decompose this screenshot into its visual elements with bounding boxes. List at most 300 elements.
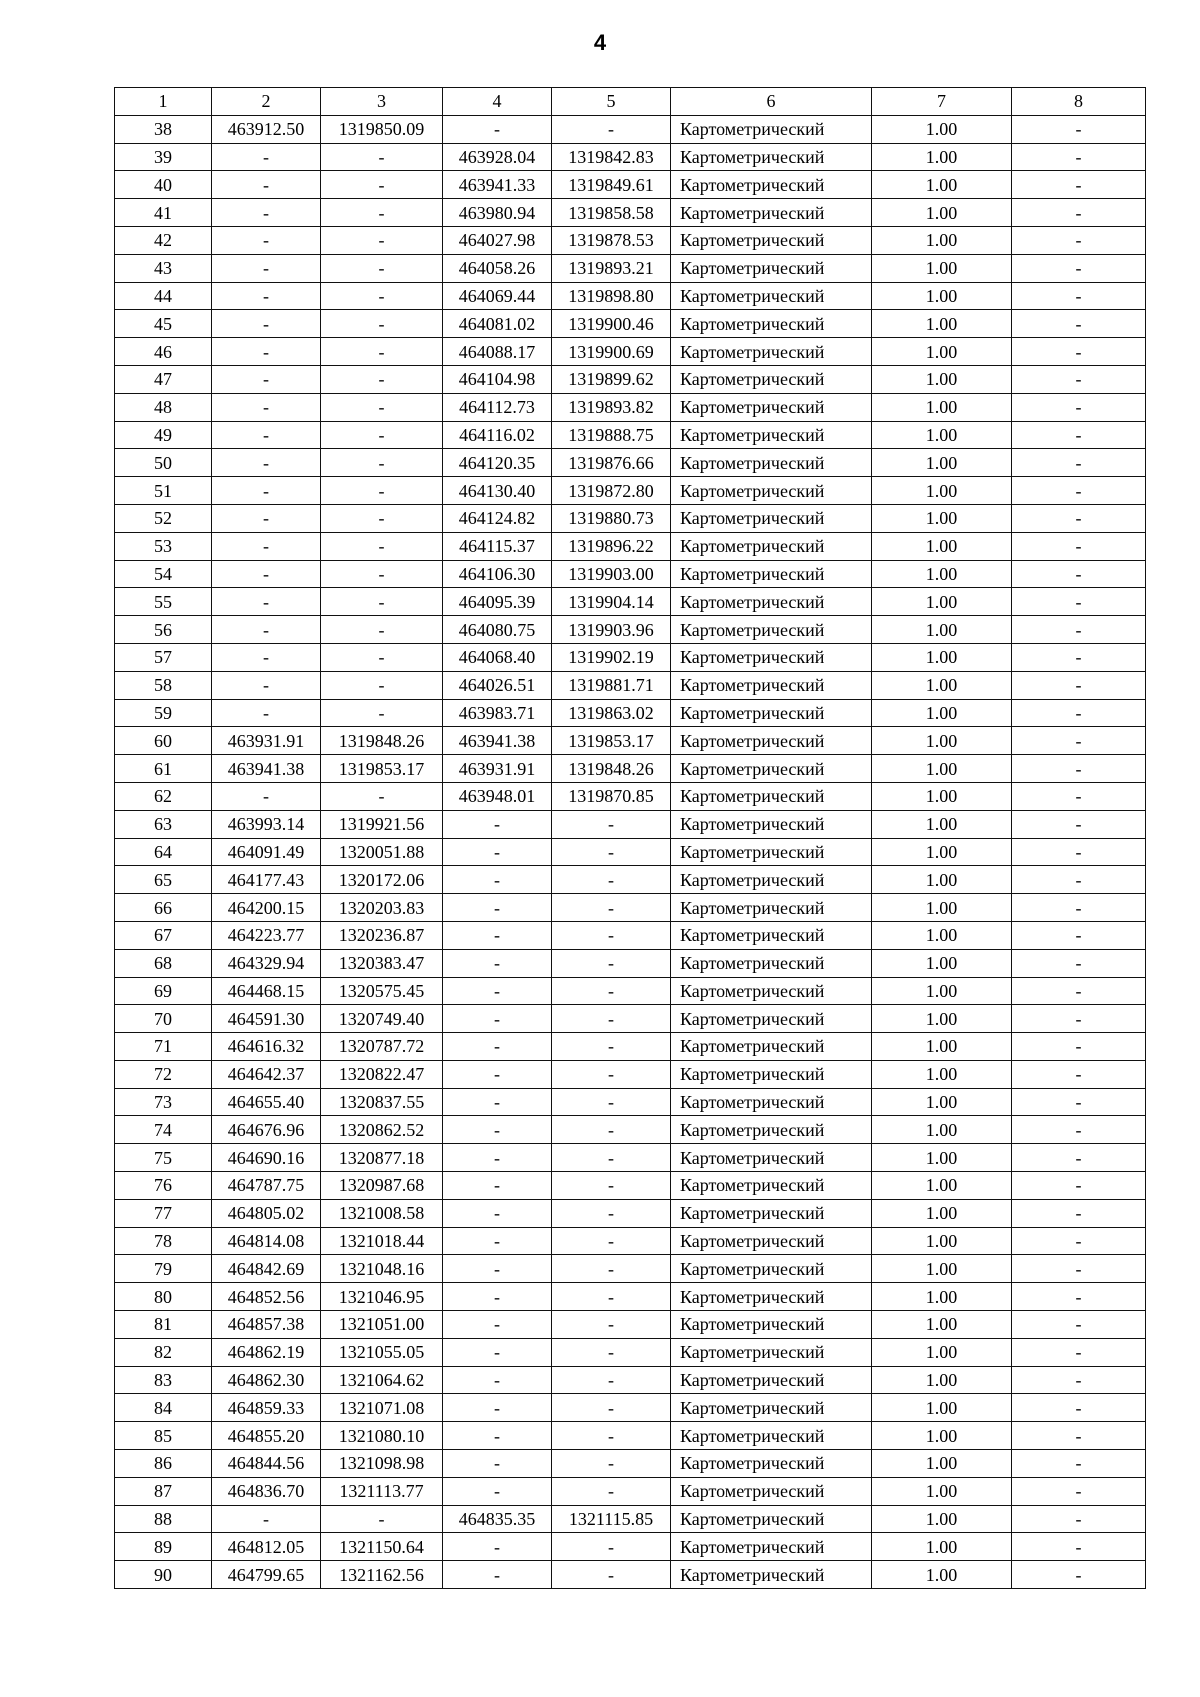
table-cell: - [1012,477,1146,505]
table-cell: 464862.30 [212,1366,321,1394]
table-cell: 464116.02 [443,421,552,449]
table-cell: - [1012,1227,1146,1255]
table-cell: Картометрический [671,143,872,171]
table-cell: - [321,532,443,560]
column-header: 4 [443,88,552,116]
table-cell: - [552,1422,671,1450]
table-cell: - [552,810,671,838]
table-cell: 1320172.06 [321,866,443,894]
table-cell: 83 [115,1366,212,1394]
table-row [115,1227,1146,1255]
table-cell: - [443,1450,552,1478]
table-cell: - [552,1283,671,1311]
table-cell: - [552,1561,671,1589]
table-cell: Картометрический [671,1533,872,1561]
table-cell: Картометрический [671,1422,872,1450]
table-cell: 1321046.95 [321,1283,443,1311]
table-cell: 65 [115,866,212,894]
table-cell: 1.00 [872,1422,1012,1450]
table-cell: Картометрический [671,560,872,588]
table-row [115,671,1146,699]
table-cell: - [212,616,321,644]
table-cell: - [1012,1394,1146,1422]
table-cell: Картометрический [671,171,872,199]
table-cell: Картометрический [671,449,872,477]
table-cell: 463941.33 [443,171,552,199]
table-cell: Картометрический [671,1144,872,1172]
table-cell: - [212,477,321,505]
table-cell: - [1012,977,1146,1005]
table-cell: 1321113.77 [321,1477,443,1505]
table-cell: - [212,782,321,810]
table-cell: 81 [115,1311,212,1339]
table-cell: - [552,1338,671,1366]
table-cell: 464859.33 [212,1394,321,1422]
table-cell: - [212,421,321,449]
table-cell: 1.00 [872,921,1012,949]
table-cell: 464855.20 [212,1422,321,1450]
table-row [115,643,1146,671]
table-cell: 1320203.83 [321,894,443,922]
table-cell: Картометрический [671,1477,872,1505]
table-cell: 464120.35 [443,449,552,477]
table-cell: 61 [115,755,212,783]
table-cell: Картометрический [671,1450,872,1478]
table-cell: - [1012,1311,1146,1339]
table-cell: - [443,866,552,894]
table-cell: 1319850.09 [321,115,443,143]
table-cell: 53 [115,532,212,560]
table-cell: Картометрический [671,838,872,866]
table-cell: - [552,866,671,894]
table-cell: - [1012,1505,1146,1533]
table-cell: 1.00 [872,338,1012,366]
table-cell: Картометрический [671,504,872,532]
table-cell: 1321071.08 [321,1394,443,1422]
table-cell: 464799.65 [212,1561,321,1589]
table-cell: - [1012,1422,1146,1450]
table-cell: - [552,1533,671,1561]
table-cell: - [552,1366,671,1394]
table-cell: - [552,921,671,949]
table-cell: 75 [115,1144,212,1172]
table-row [115,1116,1146,1144]
table-cell: - [212,282,321,310]
table-row [115,866,1146,894]
table-cell: - [321,143,443,171]
table-cell: 85 [115,1422,212,1450]
table-cell: - [321,226,443,254]
table-cell: 1321064.62 [321,1366,443,1394]
table-cell: - [321,477,443,505]
table-cell: - [1012,143,1146,171]
table-cell: - [212,643,321,671]
table-cell: 1321048.16 [321,1255,443,1283]
table-cell: 1.00 [872,1561,1012,1589]
table-cell: 1321162.56 [321,1561,443,1589]
table-cell: - [552,1255,671,1283]
table-cell: Картометрический [671,1366,872,1394]
table-cell: 463931.91 [443,755,552,783]
table-cell: - [321,365,443,393]
table-cell: - [212,671,321,699]
table-cell: 79 [115,1255,212,1283]
table-cell: 464026.51 [443,671,552,699]
table-cell: 464106.30 [443,560,552,588]
table-cell: - [212,449,321,477]
table-cell: - [1012,449,1146,477]
table-row [115,1533,1146,1561]
table-cell: - [443,1533,552,1561]
table-cell: 464591.30 [212,1005,321,1033]
table-cell: 1.00 [872,1033,1012,1061]
table-cell: 1319903.96 [552,616,671,644]
table-cell: 1.00 [872,226,1012,254]
table-cell: - [1012,949,1146,977]
table-cell: 1.00 [872,1533,1012,1561]
table-cell: Картометрический [671,1033,872,1061]
table-row [115,921,1146,949]
table-cell: 1.00 [872,1227,1012,1255]
table-row [115,393,1146,421]
table-cell: 1320236.87 [321,921,443,949]
table-cell: 1320383.47 [321,949,443,977]
table-cell: Картометрический [671,365,872,393]
table-cell: 464468.15 [212,977,321,1005]
table-cell: - [552,1172,671,1200]
table-cell: 1320051.88 [321,838,443,866]
table-cell: 1.00 [872,588,1012,616]
table-cell: 1319848.26 [552,755,671,783]
table-cell: 42 [115,226,212,254]
table-row [115,838,1146,866]
table-cell: 40 [115,171,212,199]
table-cell: - [321,560,443,588]
table-cell: Картометрический [671,1505,872,1533]
table-cell: 69 [115,977,212,1005]
table-cell: 1.00 [872,282,1012,310]
table-cell: 1319902.19 [552,643,671,671]
table-cell: - [443,1005,552,1033]
table-cell: Картометрический [671,588,872,616]
column-header: 7 [872,88,1012,116]
table-cell: 1.00 [872,1060,1012,1088]
table-cell: 47 [115,365,212,393]
table-cell: 1321115.85 [552,1505,671,1533]
table-cell: 45 [115,310,212,338]
table-cell: 54 [115,560,212,588]
table-cell: - [1012,810,1146,838]
table-cell: 464068.40 [443,643,552,671]
table-cell: 1320837.55 [321,1088,443,1116]
table-cell: 1.00 [872,755,1012,783]
table-cell: 1320822.47 [321,1060,443,1088]
table-row [115,588,1146,616]
table-cell: 1.00 [872,115,1012,143]
table-row [115,1505,1146,1533]
table-cell: 1.00 [872,560,1012,588]
table-cell: 1319881.71 [552,671,671,699]
table-cell: - [1012,393,1146,421]
table-cell: 1319903.00 [552,560,671,588]
table-cell: - [321,782,443,810]
table-cell: 39 [115,143,212,171]
table-cell: Картометрический [671,1394,872,1422]
table-row [115,1394,1146,1422]
table-cell: - [443,1199,552,1227]
table-cell: - [321,643,443,671]
table-cell: - [552,1450,671,1478]
table-cell: 1.00 [872,199,1012,227]
table-cell: Картометрический [671,1005,872,1033]
table-cell: 1319898.80 [552,282,671,310]
table-cell: 84 [115,1394,212,1422]
table-cell: 1319899.62 [552,365,671,393]
table-row [115,560,1146,588]
table-row [115,143,1146,171]
table-cell: 49 [115,421,212,449]
table-cell: - [212,226,321,254]
table-cell: - [212,171,321,199]
table-cell: 86 [115,1450,212,1478]
table-cell: - [1012,755,1146,783]
table-cell: 1.00 [872,1199,1012,1227]
table-cell: 1.00 [872,449,1012,477]
table-cell: - [443,1255,552,1283]
table-cell: 464124.82 [443,504,552,532]
table-cell: - [552,115,671,143]
table-cell: Картометрический [671,199,872,227]
table-cell: 1.00 [872,254,1012,282]
table-cell: Картометрический [671,532,872,560]
table-cell: - [552,1477,671,1505]
table-cell: 464329.94 [212,949,321,977]
table-cell: - [1012,1366,1146,1394]
table-cell: 76 [115,1172,212,1200]
table-cell: - [1012,866,1146,894]
table-cell: - [443,1477,552,1505]
table-cell: - [1012,365,1146,393]
table-body [115,115,1146,1588]
table-cell: - [321,449,443,477]
table-cell: - [443,1394,552,1422]
table-cell: - [321,282,443,310]
table-cell: Картометрический [671,949,872,977]
table-cell: 77 [115,1199,212,1227]
table-cell: 71 [115,1033,212,1061]
table-cell: Картометрический [671,1255,872,1283]
table-cell: Картометрический [671,1060,872,1088]
table-cell: - [1012,1088,1146,1116]
table-row [115,254,1146,282]
table-cell: - [212,588,321,616]
table-cell: 1319842.83 [552,143,671,171]
table-cell: 66 [115,894,212,922]
table-row [115,1088,1146,1116]
table-cell: - [1012,921,1146,949]
table-cell: 1.00 [872,977,1012,1005]
table-cell: 80 [115,1283,212,1311]
table-cell: - [212,199,321,227]
table-cell: 464787.75 [212,1172,321,1200]
table-cell: 1319888.75 [552,421,671,449]
table-cell: - [1012,1450,1146,1478]
table-cell: 1.00 [872,782,1012,810]
table-cell: 1.00 [872,477,1012,505]
table-cell: 1.00 [872,1144,1012,1172]
column-header: 2 [212,88,321,116]
table-cell: 464857.38 [212,1311,321,1339]
table-cell: 1319849.61 [552,171,671,199]
table-cell: 464642.37 [212,1060,321,1088]
table-cell: 464088.17 [443,338,552,366]
table-cell: - [212,699,321,727]
table-cell: 1.00 [872,949,1012,977]
table-cell: - [552,949,671,977]
table-row [115,1477,1146,1505]
table-cell: 1321080.10 [321,1422,443,1450]
table-cell: - [1012,1005,1146,1033]
table-row [115,199,1146,227]
table-cell: - [1012,1199,1146,1227]
table-cell: 463980.94 [443,199,552,227]
table-row [115,1311,1146,1339]
table-cell: 1320987.68 [321,1172,443,1200]
table-cell: - [1012,588,1146,616]
table-cell: 464655.40 [212,1088,321,1116]
table-row [115,1199,1146,1227]
table-cell: - [552,1088,671,1116]
table-cell: - [552,1199,671,1227]
table-cell: 46 [115,338,212,366]
table-cell: 1.00 [872,1505,1012,1533]
table-cell: 464200.15 [212,894,321,922]
table-cell: 74 [115,1116,212,1144]
table-cell: - [212,143,321,171]
table-cell: 1.00 [872,699,1012,727]
table-cell: - [552,1394,671,1422]
table-cell: - [443,977,552,1005]
table-row [115,477,1146,505]
table-cell: 62 [115,782,212,810]
table-cell: 463931.91 [212,727,321,755]
table-cell: - [1012,532,1146,560]
column-header: 3 [321,88,443,116]
table-cell: - [1012,254,1146,282]
table-row [115,755,1146,783]
table-cell: - [212,504,321,532]
table-cell: 41 [115,199,212,227]
table-cell: - [212,393,321,421]
table-cell: 464805.02 [212,1199,321,1227]
table-cell: 1.00 [872,1116,1012,1144]
table-cell: 463983.71 [443,699,552,727]
table-row [115,727,1146,755]
table-cell: 1.00 [872,1394,1012,1422]
table-cell: 464835.35 [443,1505,552,1533]
table-row [115,421,1146,449]
table-cell: - [443,115,552,143]
table-cell: 48 [115,393,212,421]
table-row [115,1060,1146,1088]
table-cell: 63 [115,810,212,838]
table-cell: - [443,1338,552,1366]
table-cell: 464836.70 [212,1477,321,1505]
table-cell: - [1012,838,1146,866]
table-cell: 464812.05 [212,1533,321,1561]
table-cell: - [443,921,552,949]
table-cell: Картометрический [671,1199,872,1227]
table-cell: 1.00 [872,143,1012,171]
table-cell: 1.00 [872,810,1012,838]
coordinates-table [114,87,1146,1589]
table-cell: - [443,1561,552,1589]
table-cell: 82 [115,1338,212,1366]
table-row [115,1366,1146,1394]
table-cell: Картометрический [671,810,872,838]
table-cell: 464069.44 [443,282,552,310]
table-cell: 1321018.44 [321,1227,443,1255]
table-cell: 1.00 [872,894,1012,922]
table-cell: Картометрический [671,1311,872,1339]
table-cell: 464104.98 [443,365,552,393]
table-row [115,282,1146,310]
table-row [115,1338,1146,1366]
column-header: 6 [671,88,872,116]
table-cell: - [321,421,443,449]
table-cell: 1.00 [872,1088,1012,1116]
table-cell: - [321,199,443,227]
table-cell: - [1012,310,1146,338]
table-cell: - [321,1505,443,1533]
table-cell: Картометрический [671,1227,872,1255]
table-cell: 89 [115,1533,212,1561]
table-cell: Картометрический [671,338,872,366]
table-row [115,894,1146,922]
table-cell: Картометрический [671,727,872,755]
table-cell: - [443,894,552,922]
table-cell: Картометрический [671,671,872,699]
table-cell: - [321,338,443,366]
table-cell: 1.00 [872,1311,1012,1339]
table-cell: Картометрический [671,894,872,922]
table-cell: - [321,699,443,727]
table-row [115,699,1146,727]
table-cell: - [552,894,671,922]
table-cell: 1.00 [872,643,1012,671]
table-cell: 464080.75 [443,616,552,644]
table-cell: - [1012,1533,1146,1561]
table-cell: Картометрический [671,1172,872,1200]
table-cell: 1.00 [872,1255,1012,1283]
table-cell: 87 [115,1477,212,1505]
table-header-row [115,88,1146,116]
table-cell: Картометрический [671,643,872,671]
table-cell: 1.00 [872,838,1012,866]
table-row [115,1283,1146,1311]
table-cell: 463941.38 [212,755,321,783]
table-cell: 1321051.00 [321,1311,443,1339]
table-cell: - [443,838,552,866]
table-cell: 1319870.85 [552,782,671,810]
table-cell: - [1012,171,1146,199]
table-cell: - [1012,115,1146,143]
table-cell: 1.00 [872,1450,1012,1478]
table-cell: - [1012,1338,1146,1366]
table-cell: 38 [115,115,212,143]
table-cell: 464852.56 [212,1283,321,1311]
table-cell: - [443,1227,552,1255]
